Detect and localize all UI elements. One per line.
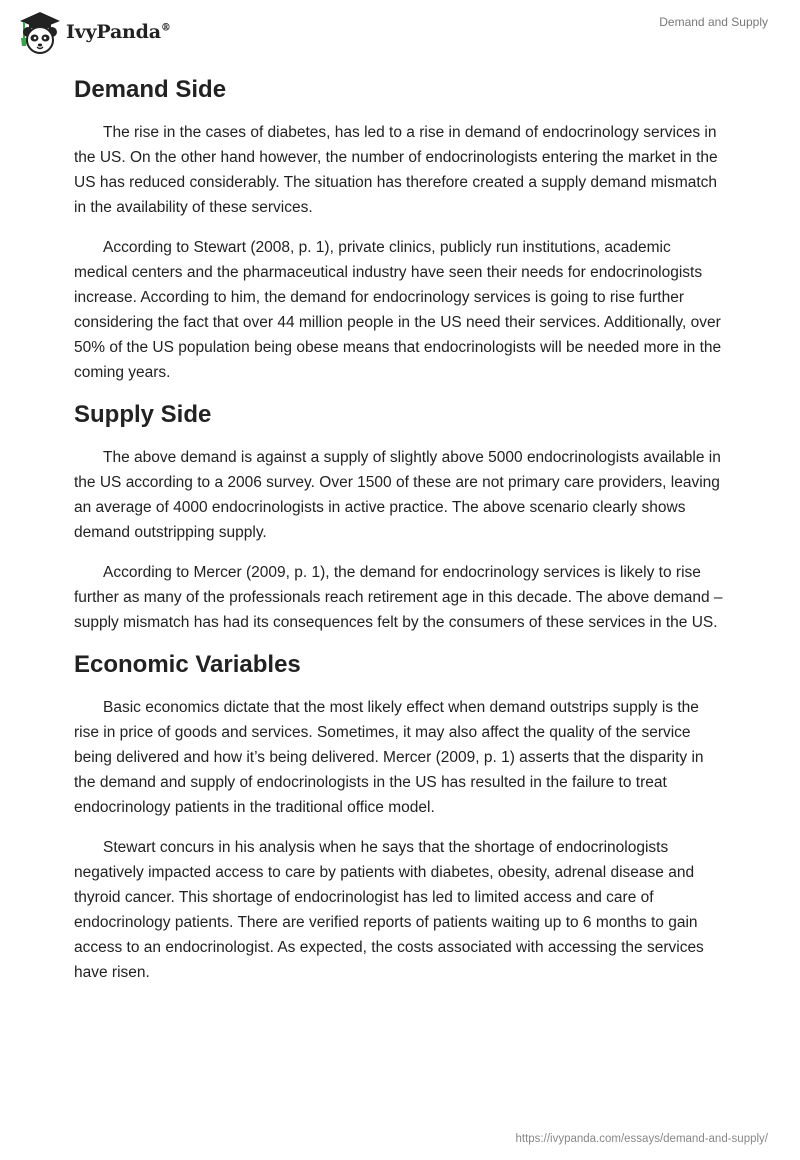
page-header — [0, 0, 800, 64]
source-url[interactable]: https://ivypanda.com/essays/demand-and-supply/ — [515, 1133, 768, 1145]
section-heading: Demand Side — [74, 76, 227, 103]
ivypanda-logo[interactable] — [16, 8, 171, 56]
paragraph: Stewart concurs in his analysis when he says that the shortage of endocrinologists negatively impacted access to care by patients with diabetes, obesity, adrenal disease and thyroid cancer. This shortage of endocrinologist has led to limited access and care of endocrinology patients. There are verified reports of patients waiting up to 6 months to gain access to an endocrinologist. As expected, the costs associated with accessing the services have risen. — [74, 839, 704, 981]
section-heading: Economic Variables — [74, 651, 301, 678]
section-economic-variables — [74, 650, 724, 985]
paragraph: The rise in the cases of diabetes, has led to a rise in demand of endocrinology services in the US. On the other hand however, the number of endocrinologists entering the market in the US has reduced considerably. The situation has therefore created a supply demand mismatch in the availability of these services. — [74, 124, 718, 216]
section-heading: Supply Side — [74, 401, 212, 428]
paragraph: The above demand is against a supply of slightly above 5000 endocrinologists available in the US according to a 2006 survey. Over 1500 of these are not primary care providers, leaving an average of 4000 endocrinologists in active practice. The above scenario clearly shows demand outstripping supply. — [74, 449, 721, 541]
running-title: Demand and Supply — [659, 15, 768, 29]
section-demand-side — [74, 75, 724, 385]
paragraph: Basic economics dictate that the most likely effect when demand outstrips supply is the rise in price of goods and services. Sometimes, it may also affect the quality of the service being delivered and how it’s being delivered. Mercer (2009, p. 1) asserts that the disparity in the demand and supply of endocrinologists in the US has resulted in the failure to treat endocrinology patients in the traditional office model. — [74, 699, 704, 816]
paragraph: According to Mercer (2009, p. 1), the demand for endocrinology services is likely to rise further as many of the professionals reach retirement age in this decade. The above demand – supply mismatch has had its consequences felt by the consumers of these services in the US. — [74, 564, 723, 631]
registered-mark: ® — [160, 22, 171, 34]
panda-graduate-icon — [16, 8, 62, 56]
paragraph: According to Stewart (2008, p. 1), private clinics, publicly run institutions, academic medical centers and the pharmaceutical industry have seen their needs for endocrinologists increase. According to him, the demand for endocrinology services is going to rise further considering the fact that over 44 million people in the US need their services. Additionally, over 50% of the US population being obese means that endocrinologists will be needed more in the coming years. — [74, 239, 722, 381]
logo-text: IvyPanda® — [66, 21, 171, 43]
essay-content — [74, 70, 724, 1000]
section-supply-side — [74, 400, 724, 635]
